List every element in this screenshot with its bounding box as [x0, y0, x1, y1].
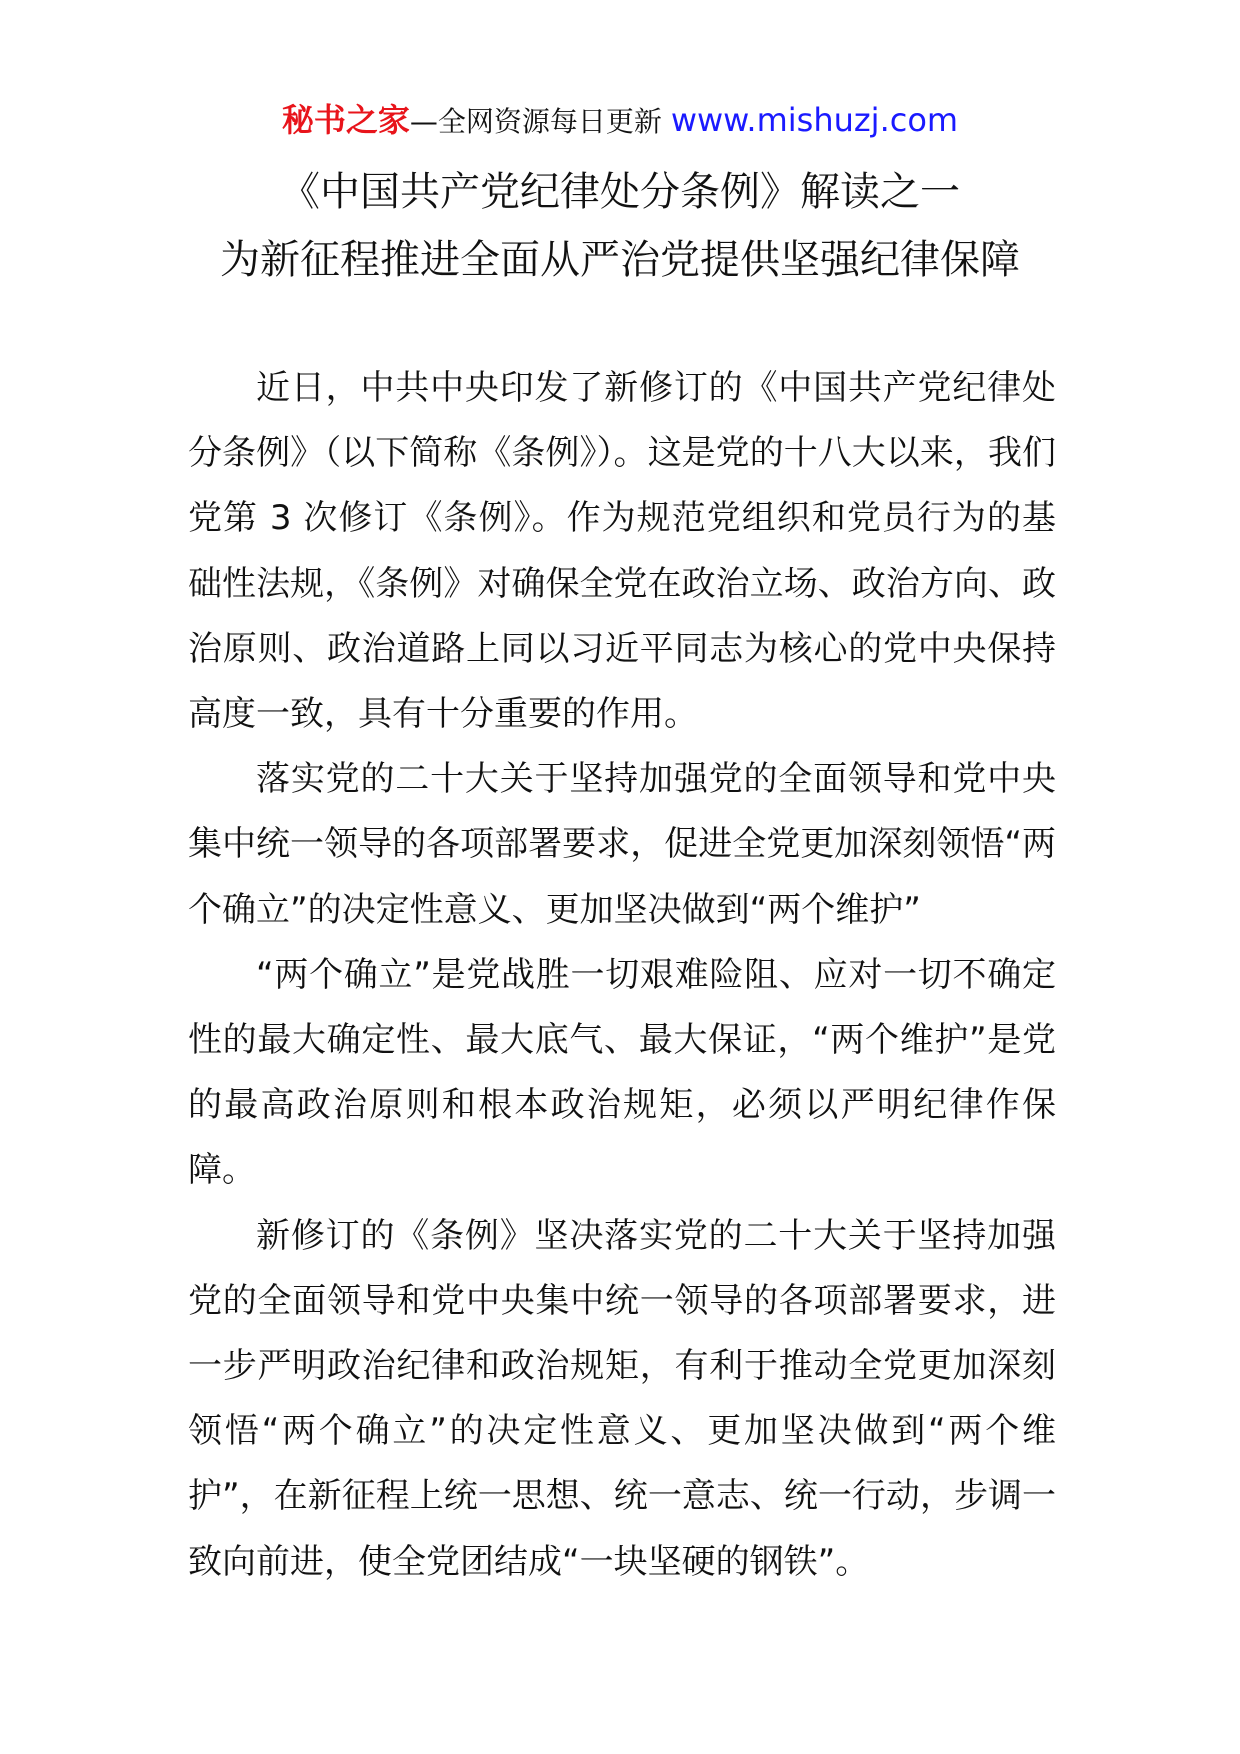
document-body: [188, 356, 1056, 1595]
paragraph: 新修订的《条例》坚决落实党的二十大关于坚持加强党的全面领导和党中央集中统一领导的各项部署要求，进一步严明政治纪律和政治规矩，有利于推动全党更加深刻领悟“两个确立”的决定性意义、更加坚决做到“两个维护”，在新征程上统一思想、统一意志、统一行动，步调一致向前进，使全党团结成“一块坚硬的钢铁”。: [188, 1215, 1056, 1582]
document-title: 《中国共产党纪律处分条例》解读之一: [280, 169, 960, 215]
site-header: [0, 98, 1240, 144]
paragraph: 落实党的二十大关于坚持加强党的全面领导和党中央集中统一领导的各项部署要求，促进全党更加深刻领悟“两个确立”的决定性意义、更加坚决做到“两个维护”: [188, 759, 1056, 930]
document-subtitle: 为新征程推进全面从严治党提供坚强纪律保障: [220, 237, 1020, 283]
header-tagline: —全网资源每日更新: [409, 105, 671, 138]
header-url-link[interactable]: www.mishuzj.com: [670, 101, 959, 139]
brand-name: 秘书之家: [281, 101, 410, 139]
paragraph: 近日，中共中央印发了新修订的《中国共产党纪律处分条例》（以下简称《条例》）。这是党的十八大以来，我们党第 3 次修订《条例》。作为规范党组织和党员行为的基础性法规，《条例》对确保全党在政治立场、政治方向、政治原则、政治道路上同以习近平同志为核心的党中央保持高度一致，具有十分重要的作用。: [188, 368, 1056, 735]
paragraph: “两个确立”是党战胜一切艰难险阻、应对一切不确定性的最大确定性、最大底气、最大保证，“两个维护”是党的最高政治原则和根本政治规矩，必须以严明纪律作保障。: [188, 954, 1056, 1191]
